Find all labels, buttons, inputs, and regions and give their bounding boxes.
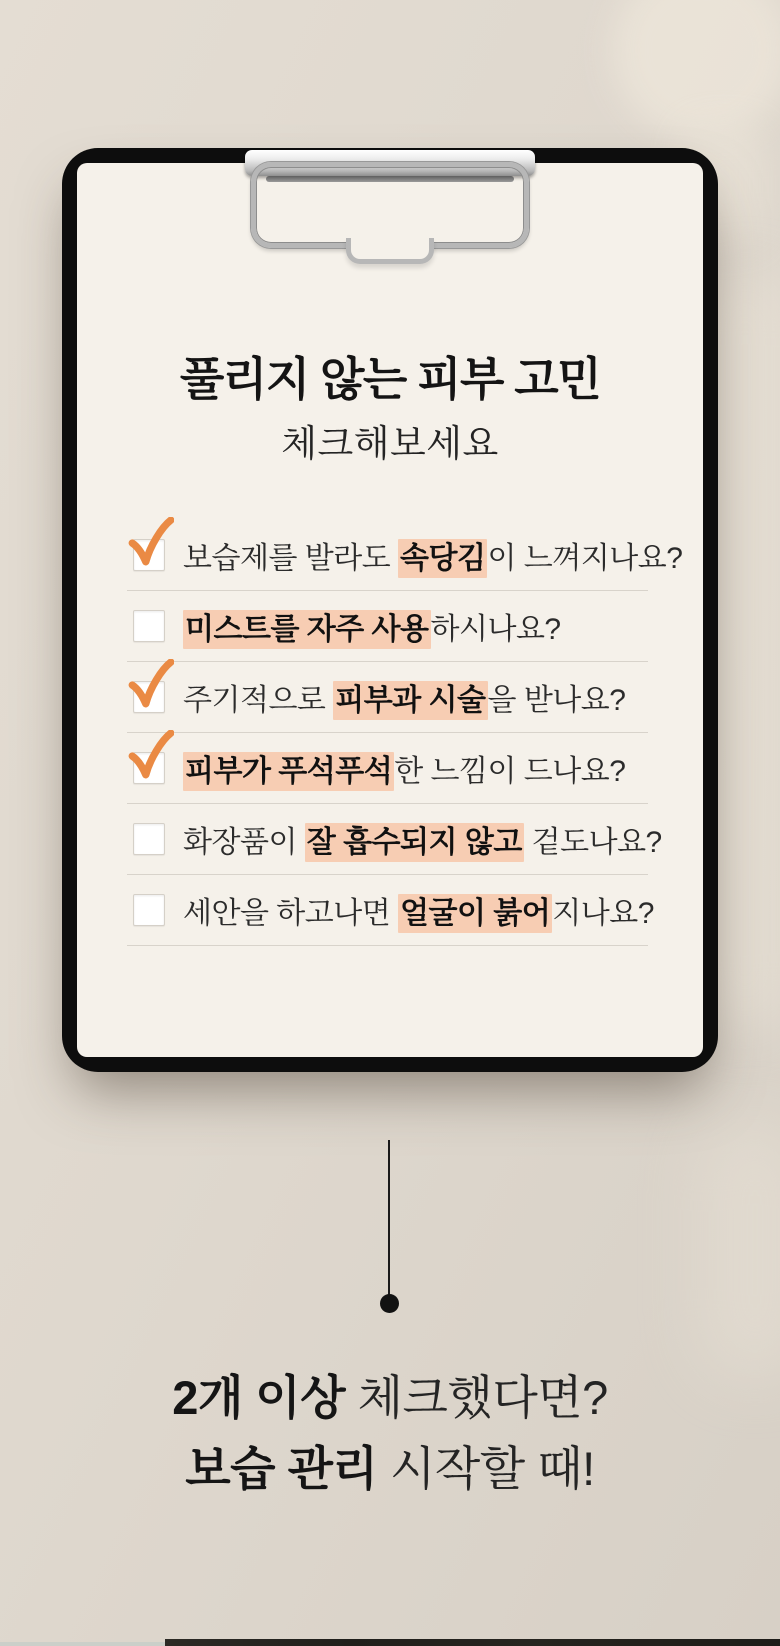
next-section-edge-dark xyxy=(165,1639,780,1646)
text-segment: 한 느낌이 드나요? xyxy=(394,755,626,788)
highlighted-segment: 얼굴이 붉어 xyxy=(398,894,552,933)
text-segment: 화장품이 xyxy=(183,826,305,859)
background-watermark-circle xyxy=(612,0,780,140)
text-segment: 을 받나요? xyxy=(487,684,626,717)
check-icon xyxy=(128,659,174,709)
checklist xyxy=(127,520,683,946)
text-segment: 이 느껴지나요? xyxy=(487,542,683,575)
highlighted-segment: 잘 흡수되지 않고 xyxy=(305,823,524,862)
checklist-text-2 xyxy=(183,604,561,648)
checklist-text-3 xyxy=(183,675,625,719)
checklist-item-1 xyxy=(127,520,683,591)
checkbox-3[interactable] xyxy=(133,681,165,713)
text-segment: 주기적으로 xyxy=(183,684,334,717)
highlighted-segment: 피부과 시술 xyxy=(333,681,487,720)
footer-line-2 xyxy=(0,1433,780,1504)
footer-text xyxy=(0,1362,780,1504)
checklist-text-4 xyxy=(183,746,625,790)
footer-line2-bold: 보습 관리 xyxy=(185,1442,378,1495)
background-watermark-blob xyxy=(700,1120,780,1380)
clipboard xyxy=(62,148,718,1072)
checkbox-1[interactable] xyxy=(133,539,165,571)
checkbox-2[interactable] xyxy=(133,610,165,642)
checklist-item-2 xyxy=(127,591,648,662)
highlighted-segment: 피부가 푸석푸석 xyxy=(183,752,394,791)
clip-shadow-line xyxy=(266,176,514,182)
highlighted-segment: 속당김 xyxy=(398,539,487,578)
checklist-text-5 xyxy=(183,817,662,861)
footer-line-1 xyxy=(0,1362,780,1433)
text-segment: 보습제를 발라도 xyxy=(183,542,399,575)
clip-notch xyxy=(346,238,434,264)
footer-line1-bold: 2개 이상 xyxy=(172,1371,346,1424)
checklist-item-3 xyxy=(127,662,648,733)
connector-dot xyxy=(380,1294,399,1313)
text-segment: 세안을 하고나면 xyxy=(183,897,399,930)
next-section-edge-light xyxy=(0,1642,165,1646)
check-icon xyxy=(128,730,174,780)
checklist-item-4 xyxy=(127,733,648,804)
text-segment: 겉도나요? xyxy=(523,826,662,859)
text-segment: 하시나요? xyxy=(430,613,561,646)
next-section-edge xyxy=(0,1639,780,1646)
footer-line1-rest: 체크했다면? xyxy=(345,1371,608,1424)
clipboard-paper xyxy=(77,163,703,1057)
checklist-text-6 xyxy=(183,888,654,932)
checkbox-4[interactable] xyxy=(133,752,165,784)
clip-wire-frame xyxy=(251,162,529,248)
connector-line xyxy=(388,1140,390,1296)
check-icon xyxy=(128,517,174,567)
footer-line2-rest: 시작할 때! xyxy=(377,1442,595,1495)
highlighted-segment: 미스트를 자주 사용 xyxy=(183,610,431,649)
checkbox-6[interactable] xyxy=(133,894,165,926)
checkbox-5[interactable] xyxy=(133,823,165,855)
text-segment: 지나요? xyxy=(552,897,654,930)
checklist-item-6 xyxy=(127,875,654,946)
checklist-text-1 xyxy=(183,533,682,577)
checklist-title: 풀리지 않는 피부 고민 xyxy=(179,353,601,405)
checklist-item-5 xyxy=(127,804,662,875)
checklist-subtitle: 체크해보세요 xyxy=(281,423,499,464)
